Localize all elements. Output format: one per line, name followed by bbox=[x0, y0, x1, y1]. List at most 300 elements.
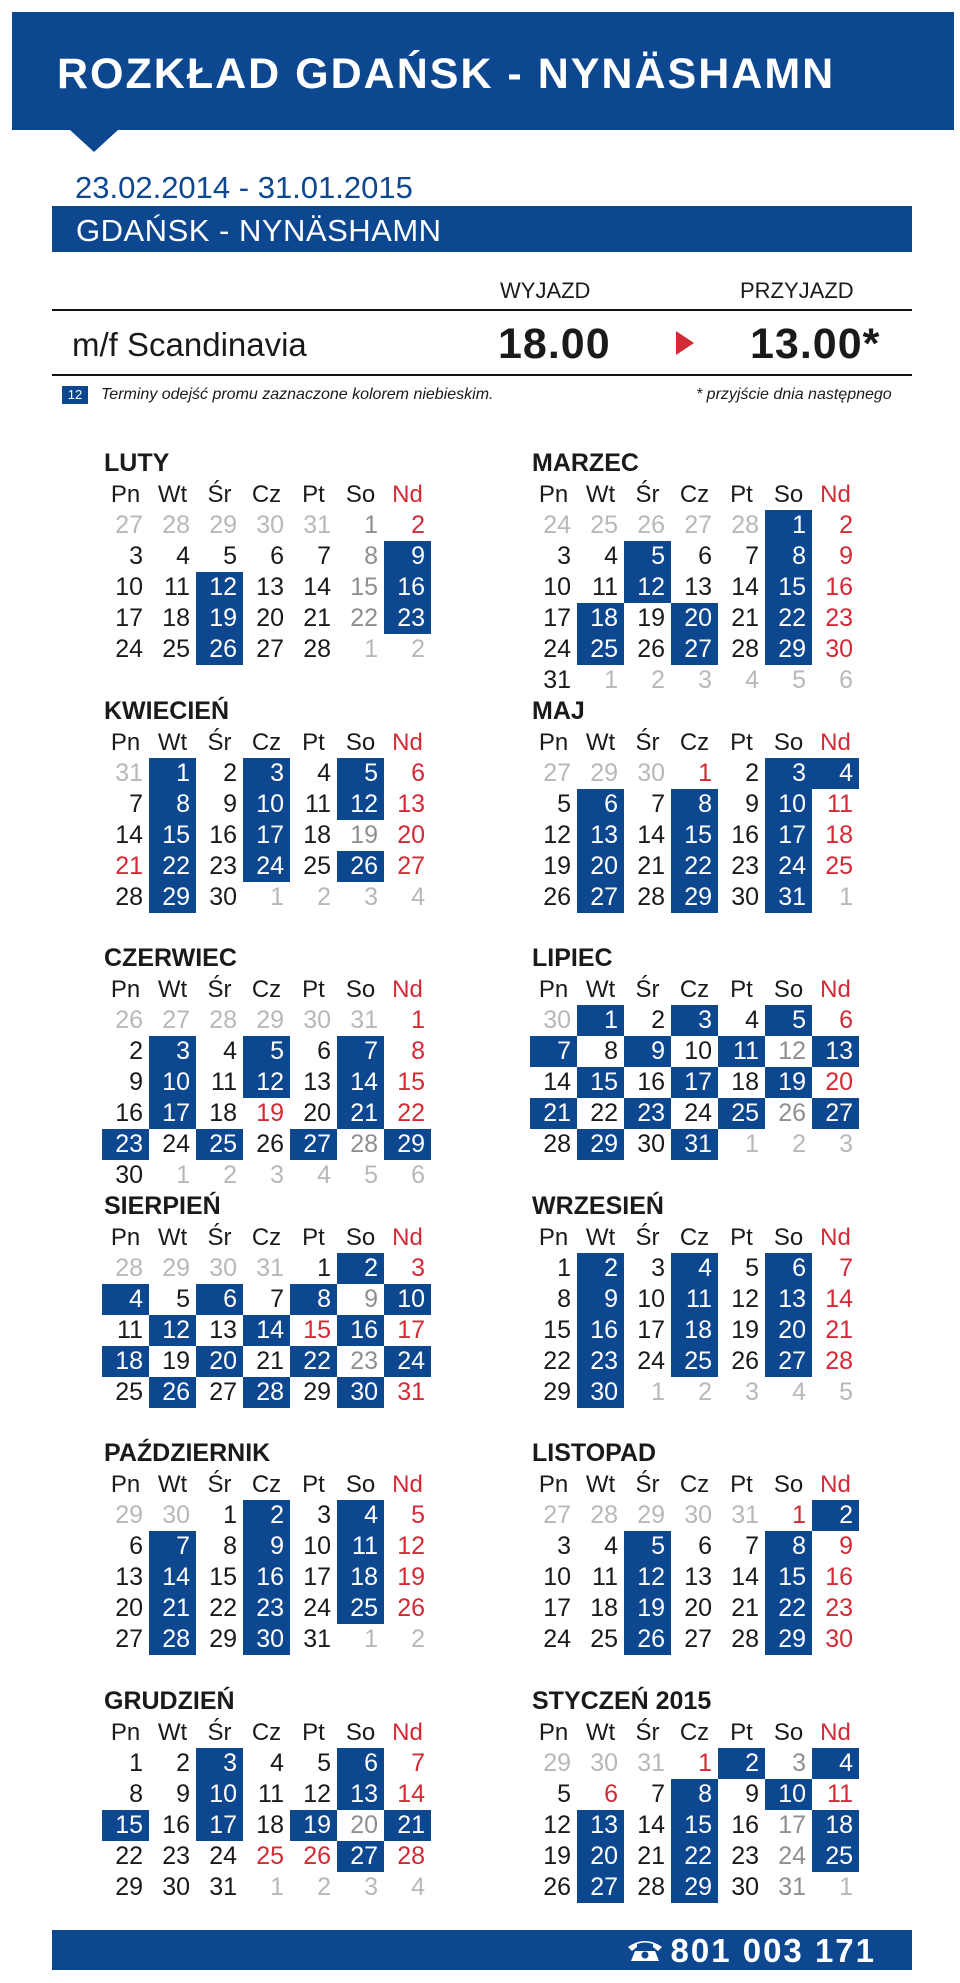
weekday-label: Nd bbox=[820, 481, 851, 508]
day-cell: 19 bbox=[162, 1347, 190, 1375]
day-cell: 22 bbox=[590, 1099, 618, 1127]
week-row bbox=[102, 758, 442, 789]
departure-day: 24 bbox=[384, 1346, 431, 1377]
day-outside-month: 3 bbox=[364, 1873, 378, 1901]
weekday-label: So bbox=[345, 1471, 376, 1498]
day-outside-month: 3 bbox=[270, 1161, 284, 1189]
weekday-label: Pt bbox=[730, 976, 753, 1003]
departure-day: 30 bbox=[337, 1377, 384, 1408]
day-cell: 4 bbox=[317, 759, 331, 787]
week-row bbox=[102, 634, 442, 665]
day-outside-month: 30 bbox=[637, 759, 665, 787]
weekday-label: Pn bbox=[538, 729, 569, 756]
departure-day: 21 bbox=[530, 1098, 577, 1129]
weekday-label: Pt bbox=[730, 1471, 753, 1498]
weekday-label: Pt bbox=[302, 976, 325, 1003]
departure-day: 25 bbox=[196, 1129, 243, 1160]
day-cell: 9 bbox=[223, 790, 237, 818]
day-cell: 3 bbox=[557, 542, 571, 570]
day-cell: 5 bbox=[411, 1501, 425, 1529]
footnote-text: * przyjście dnia następnego bbox=[696, 386, 892, 403]
week-row bbox=[102, 1593, 442, 1624]
day-cell: 13 bbox=[684, 1563, 712, 1591]
weekday-label: Pt bbox=[730, 1224, 753, 1251]
day-cell: 7 bbox=[651, 1780, 665, 1808]
month-name: LISTOPAD bbox=[532, 1439, 657, 1467]
day-cell: 3 bbox=[557, 1532, 571, 1560]
month-name: CZERWIEC bbox=[104, 944, 237, 972]
weekday-label: Cz bbox=[679, 1719, 710, 1746]
day-cell: 4 bbox=[176, 542, 190, 570]
month-calendar bbox=[102, 1437, 442, 1655]
day-cell: 2 bbox=[839, 511, 853, 539]
day-cell: 15 bbox=[543, 1316, 571, 1344]
day-cell: 15 bbox=[397, 1068, 425, 1096]
departure-day: 29 bbox=[149, 882, 196, 913]
day-cell: 18 bbox=[590, 1594, 618, 1622]
day-cell: 23 bbox=[731, 852, 759, 880]
departure-day: 17 bbox=[149, 1098, 196, 1129]
day-cell: 28 bbox=[637, 883, 665, 911]
day-cell: 24 bbox=[684, 1099, 712, 1127]
week-row bbox=[102, 820, 442, 851]
departure-day: 5 bbox=[624, 541, 671, 572]
month-name: LUTY bbox=[104, 449, 170, 477]
day-cell: 26 bbox=[303, 1842, 331, 1870]
departure-day: 10 bbox=[765, 1779, 812, 1810]
day-outside-month: 30 bbox=[684, 1501, 712, 1529]
weekday-label: Cz bbox=[251, 1471, 282, 1498]
day-outside-month: 27 bbox=[543, 1501, 571, 1529]
departure-day: 20 bbox=[577, 1841, 624, 1872]
day-outside-month: 1 bbox=[270, 883, 284, 911]
departure-day: 20 bbox=[765, 1315, 812, 1346]
day-cell: 12 bbox=[778, 1037, 806, 1065]
weekday-label: Wt bbox=[585, 1224, 616, 1251]
weekday-label: So bbox=[345, 729, 376, 756]
day-cell: 23 bbox=[731, 1842, 759, 1870]
departure-day: 2 bbox=[718, 1748, 765, 1779]
day-cell: 22 bbox=[350, 604, 378, 632]
weekday-label: Pt bbox=[302, 1719, 325, 1746]
departure-day: 10 bbox=[765, 789, 812, 820]
day-cell: 5 bbox=[223, 542, 237, 570]
weekday-label: Śr bbox=[207, 1224, 232, 1251]
weekday-label: So bbox=[345, 1224, 376, 1251]
day-cell: 20 bbox=[684, 1594, 712, 1622]
day-cell: 1 bbox=[364, 511, 378, 539]
departure-day: 17 bbox=[243, 820, 290, 851]
weekday-label: Wt bbox=[157, 729, 188, 756]
day-cell: 2 bbox=[651, 1006, 665, 1034]
day-cell: 11 bbox=[211, 1068, 237, 1096]
day-cell: 20 bbox=[825, 1068, 853, 1096]
day-cell: 23 bbox=[162, 1842, 190, 1870]
day-cell: 31 bbox=[209, 1873, 237, 1901]
day-cell: 26 bbox=[256, 1130, 284, 1158]
day-cell: 28 bbox=[115, 883, 143, 911]
day-outside-month: 31 bbox=[303, 511, 331, 539]
departure-day: 2 bbox=[812, 1500, 859, 1531]
day-cell: 18 bbox=[825, 821, 853, 849]
day-cell: 31 bbox=[778, 1873, 806, 1901]
day-cell: 28 bbox=[397, 1842, 425, 1870]
day-cell: 27 bbox=[684, 1625, 712, 1653]
day-outside-month: 2 bbox=[411, 1625, 425, 1653]
day-cell: 25 bbox=[825, 852, 853, 880]
departure-day: 27 bbox=[671, 634, 718, 665]
weekday-label: Śr bbox=[207, 481, 232, 508]
weekday-label: Cz bbox=[251, 729, 282, 756]
weekday-label: Pn bbox=[110, 481, 141, 508]
day-cell: 16 bbox=[209, 821, 237, 849]
week-row bbox=[530, 1098, 870, 1129]
day-cell: 28 bbox=[637, 1873, 665, 1901]
day-cell: 3 bbox=[411, 1254, 425, 1282]
legend-sample-day: 12 bbox=[62, 386, 88, 404]
day-cell: 14 bbox=[637, 1811, 665, 1839]
weekday-label: Wt bbox=[585, 481, 616, 508]
day-outside-month: 2 bbox=[411, 635, 425, 663]
day-cell: 28 bbox=[303, 635, 331, 663]
day-cell: 12 bbox=[543, 1811, 571, 1839]
day-cell: 15 bbox=[209, 1563, 237, 1591]
weekday-label: Cz bbox=[679, 1471, 710, 1498]
weekday-label: Pt bbox=[302, 481, 325, 508]
day-cell: 10 bbox=[303, 1532, 331, 1560]
day-cell: 28 bbox=[543, 1130, 571, 1158]
departure-day: 20 bbox=[196, 1346, 243, 1377]
departure-day: 25 bbox=[577, 634, 624, 665]
day-cell: 21 bbox=[303, 604, 331, 632]
weekday-label: Śr bbox=[635, 1224, 660, 1251]
header-band bbox=[12, 12, 954, 130]
weekday-label: Cz bbox=[679, 976, 710, 1003]
week-row bbox=[530, 1624, 870, 1655]
day-cell: 11 bbox=[592, 573, 618, 601]
departure-day: 21 bbox=[337, 1098, 384, 1129]
departure-day: 17 bbox=[671, 1067, 718, 1098]
weekday-label: Cz bbox=[679, 1224, 710, 1251]
departure-day: 27 bbox=[290, 1129, 337, 1160]
departure-day: 23 bbox=[624, 1098, 671, 1129]
day-cell: 26 bbox=[778, 1099, 806, 1127]
departure-day: 19 bbox=[290, 1810, 337, 1841]
day-cell: 10 bbox=[637, 1285, 665, 1313]
day-cell: 24 bbox=[543, 1625, 571, 1653]
day-outside-month: 30 bbox=[303, 1006, 331, 1034]
departure-day: 21 bbox=[149, 1593, 196, 1624]
departure-day: 12 bbox=[624, 1562, 671, 1593]
day-cell: 8 bbox=[364, 542, 378, 570]
day-cell: 1 bbox=[317, 1254, 331, 1282]
day-cell: 28 bbox=[731, 1625, 759, 1653]
departure-day: 4 bbox=[671, 1253, 718, 1284]
departure-day: 3 bbox=[671, 1005, 718, 1036]
departure-day: 13 bbox=[337, 1779, 384, 1810]
week-row bbox=[102, 1036, 442, 1067]
weekday-label: Nd bbox=[820, 1719, 851, 1746]
week-row bbox=[530, 665, 870, 696]
day-cell: 28 bbox=[731, 635, 759, 663]
day-cell: 20 bbox=[256, 604, 284, 632]
month-calendar bbox=[102, 447, 442, 665]
weekday-label: Wt bbox=[157, 1471, 188, 1498]
day-cell: 11 bbox=[305, 790, 331, 818]
weekday-row bbox=[530, 727, 870, 758]
week-row bbox=[102, 1253, 442, 1284]
route-label: GDAŃSK - NYNÄSHAMN bbox=[76, 213, 442, 248]
day-cell: 27 bbox=[115, 1625, 143, 1653]
departure-day: 16 bbox=[337, 1315, 384, 1346]
day-cell: 28 bbox=[350, 1130, 378, 1158]
departure-day: 8 bbox=[671, 1779, 718, 1810]
departure-day: 26 bbox=[337, 851, 384, 882]
day-cell: 18 bbox=[162, 604, 190, 632]
ship-name: m/f Scandinavia bbox=[72, 326, 307, 363]
day-cell: 10 bbox=[684, 1037, 712, 1065]
week-row bbox=[530, 1810, 870, 1841]
week-row bbox=[530, 1129, 870, 1160]
day-outside-month: 5 bbox=[364, 1161, 378, 1189]
day-outside-month: 29 bbox=[209, 511, 237, 539]
day-outside-month: 6 bbox=[839, 666, 853, 694]
departure-day: 22 bbox=[290, 1346, 337, 1377]
weekday-label: Nd bbox=[392, 976, 423, 1003]
departure-day: 5 bbox=[243, 1036, 290, 1067]
month-calendar bbox=[102, 1685, 442, 1903]
departure-day: 11 bbox=[671, 1284, 718, 1315]
month-calendar bbox=[102, 1190, 442, 1408]
weekday-label: Nd bbox=[820, 1224, 851, 1251]
day-outside-month: 29 bbox=[256, 1006, 284, 1034]
weekday-label: Pn bbox=[538, 1224, 569, 1251]
departure-day: 25 bbox=[671, 1346, 718, 1377]
week-row bbox=[530, 851, 870, 882]
day-cell: 28 bbox=[825, 1347, 853, 1375]
route-band bbox=[52, 206, 912, 252]
week-row bbox=[102, 1872, 442, 1903]
day-cell: 19 bbox=[731, 1316, 759, 1344]
weekday-label: Pt bbox=[302, 1471, 325, 1498]
weekday-label: Cz bbox=[679, 481, 710, 508]
day-cell: 8 bbox=[604, 1037, 618, 1065]
weekday-row bbox=[102, 1469, 442, 1500]
day-cell: 27 bbox=[397, 852, 425, 880]
departure-day: 13 bbox=[577, 820, 624, 851]
week-row bbox=[530, 1779, 870, 1810]
day-outside-month: 1 bbox=[364, 635, 378, 663]
departure-day: 8 bbox=[765, 1531, 812, 1562]
departure-day: 6 bbox=[337, 1748, 384, 1779]
weekday-label: Pt bbox=[730, 481, 753, 508]
header-notch bbox=[70, 130, 118, 152]
weekday-label: So bbox=[345, 1719, 376, 1746]
departure-day: 8 bbox=[671, 789, 718, 820]
day-cell: 11 bbox=[164, 573, 190, 601]
departure-day: 18 bbox=[671, 1315, 718, 1346]
month-name: MARZEC bbox=[532, 449, 639, 477]
day-cell: 21 bbox=[825, 1316, 853, 1344]
departure-day: 7 bbox=[530, 1036, 577, 1067]
departure-day: 15 bbox=[765, 572, 812, 603]
month-calendar bbox=[530, 1190, 870, 1408]
departure-day: 11 bbox=[337, 1531, 384, 1562]
departure-day: 11 bbox=[718, 1036, 765, 1067]
day-cell: 6 bbox=[698, 542, 712, 570]
day-cell: 13 bbox=[303, 1068, 331, 1096]
month-name: LIPIEC bbox=[532, 944, 613, 972]
weekday-label: So bbox=[773, 481, 804, 508]
day-cell: 4 bbox=[745, 1006, 759, 1034]
weekday-label: Pn bbox=[538, 976, 569, 1003]
weekday-label: Śr bbox=[635, 1471, 660, 1498]
day-outside-month: 4 bbox=[792, 1378, 806, 1406]
departure-day: 12 bbox=[149, 1315, 196, 1346]
departure-day: 22 bbox=[671, 851, 718, 882]
day-outside-month: 4 bbox=[745, 666, 759, 694]
day-cell: 17 bbox=[115, 604, 143, 632]
week-row bbox=[102, 1377, 442, 1408]
departure-day: 14 bbox=[149, 1562, 196, 1593]
day-outside-month: 31 bbox=[350, 1006, 378, 1034]
day-outside-month: 30 bbox=[256, 511, 284, 539]
day-outside-month: 3 bbox=[364, 883, 378, 911]
month-name: MAJ bbox=[532, 697, 585, 725]
contact-phone: 801 003 171 bbox=[670, 1932, 876, 1969]
day-cell: 18 bbox=[731, 1068, 759, 1096]
week-row bbox=[530, 1036, 870, 1067]
day-cell: 17 bbox=[543, 1594, 571, 1622]
weekday-label: Wt bbox=[157, 1719, 188, 1746]
day-cell: 7 bbox=[270, 1285, 284, 1313]
divider-bottom bbox=[52, 374, 912, 376]
day-cell: 14 bbox=[115, 821, 143, 849]
month-name: WRZESIEŃ bbox=[532, 1192, 664, 1220]
day-outside-month: 1 bbox=[364, 1625, 378, 1653]
departure-day: 23 bbox=[384, 603, 431, 634]
week-row bbox=[102, 1841, 442, 1872]
day-cell: 24 bbox=[162, 1130, 190, 1158]
weekday-label: Cz bbox=[251, 976, 282, 1003]
day-cell: 5 bbox=[317, 1749, 331, 1777]
day-cell: 3 bbox=[651, 1254, 665, 1282]
day-cell: 30 bbox=[209, 883, 237, 911]
week-row bbox=[102, 1160, 442, 1191]
week-row bbox=[102, 510, 442, 541]
day-cell: 10 bbox=[543, 573, 571, 601]
departure-day: 2 bbox=[577, 1253, 624, 1284]
day-outside-month: 30 bbox=[590, 1749, 618, 1777]
departure-day: 10 bbox=[384, 1284, 431, 1315]
day-cell: 29 bbox=[209, 1625, 237, 1653]
day-cell: 7 bbox=[745, 1532, 759, 1560]
weekday-label: Cz bbox=[251, 481, 282, 508]
day-outside-month: 3 bbox=[745, 1378, 759, 1406]
day-outside-month: 1 bbox=[745, 1130, 759, 1158]
day-cell: 14 bbox=[731, 573, 759, 601]
departure-day: 3 bbox=[196, 1748, 243, 1779]
week-row bbox=[102, 1098, 442, 1129]
day-cell: 26 bbox=[543, 1873, 571, 1901]
weekday-label: Śr bbox=[635, 976, 660, 1003]
weekday-label: Wt bbox=[585, 1471, 616, 1498]
departure-day: 29 bbox=[384, 1129, 431, 1160]
day-outside-month: 31 bbox=[115, 759, 143, 787]
week-row bbox=[530, 1841, 870, 1872]
day-outside-month: 1 bbox=[839, 883, 853, 911]
departure-day: 17 bbox=[765, 820, 812, 851]
day-cell: 7 bbox=[651, 790, 665, 818]
departure-day: 20 bbox=[671, 603, 718, 634]
day-cell: 13 bbox=[209, 1316, 237, 1344]
day-cell: 9 bbox=[176, 1780, 190, 1808]
day-outside-month: 5 bbox=[839, 1378, 853, 1406]
departure-day: 10 bbox=[243, 789, 290, 820]
day-cell: 1 bbox=[129, 1749, 143, 1777]
day-cell: 16 bbox=[637, 1068, 665, 1096]
day-cell: 6 bbox=[317, 1037, 331, 1065]
day-cell: 30 bbox=[162, 1873, 190, 1901]
departure-day: 23 bbox=[102, 1129, 149, 1160]
weekday-label: Wt bbox=[157, 1224, 188, 1251]
week-row bbox=[102, 1531, 442, 1562]
day-outside-month: 1 bbox=[839, 1873, 853, 1901]
day-cell: 4 bbox=[604, 542, 618, 570]
day-cell: 21 bbox=[731, 1594, 759, 1622]
day-outside-month: 3 bbox=[839, 1130, 853, 1158]
day-outside-month: 29 bbox=[162, 1254, 190, 1282]
weekday-row bbox=[530, 974, 870, 1005]
week-row bbox=[530, 1067, 870, 1098]
day-cell: 17 bbox=[543, 604, 571, 632]
day-outside-month: 3 bbox=[698, 666, 712, 694]
day-cell: 6 bbox=[839, 1006, 853, 1034]
weekday-label: So bbox=[345, 481, 376, 508]
month-calendar bbox=[530, 1437, 870, 1655]
weekday-label: So bbox=[773, 1224, 804, 1251]
day-cell: 21 bbox=[115, 852, 143, 880]
day-cell: 16 bbox=[162, 1811, 190, 1839]
weekday-label: Pn bbox=[110, 1471, 141, 1498]
weekday-row bbox=[102, 1222, 442, 1253]
week-row bbox=[102, 1500, 442, 1531]
day-cell: 11 bbox=[827, 1780, 853, 1808]
weekday-label: Śr bbox=[207, 1471, 232, 1498]
weekday-label: Wt bbox=[157, 481, 188, 508]
day-outside-month: 24 bbox=[543, 511, 571, 539]
day-cell: 21 bbox=[731, 604, 759, 632]
day-cell: 13 bbox=[256, 573, 284, 601]
departure-day: 1 bbox=[149, 758, 196, 789]
departure-day: 5 bbox=[765, 1005, 812, 1036]
weekday-label: Nd bbox=[392, 1471, 423, 1498]
day-cell: 22 bbox=[115, 1842, 143, 1870]
departure-day: 4 bbox=[337, 1500, 384, 1531]
departure-day: 15 bbox=[765, 1562, 812, 1593]
week-row bbox=[530, 1872, 870, 1903]
day-cell: 18 bbox=[303, 821, 331, 849]
week-row bbox=[530, 789, 870, 820]
weekday-label: Pn bbox=[538, 1471, 569, 1498]
day-cell: 31 bbox=[397, 1378, 425, 1406]
weekday-label: Nd bbox=[392, 481, 423, 508]
departure-day: 3 bbox=[243, 758, 290, 789]
weekday-label: Śr bbox=[635, 729, 660, 756]
day-cell: 10 bbox=[115, 573, 143, 601]
day-outside-month: 1 bbox=[604, 666, 618, 694]
departure-day: 13 bbox=[812, 1036, 859, 1067]
